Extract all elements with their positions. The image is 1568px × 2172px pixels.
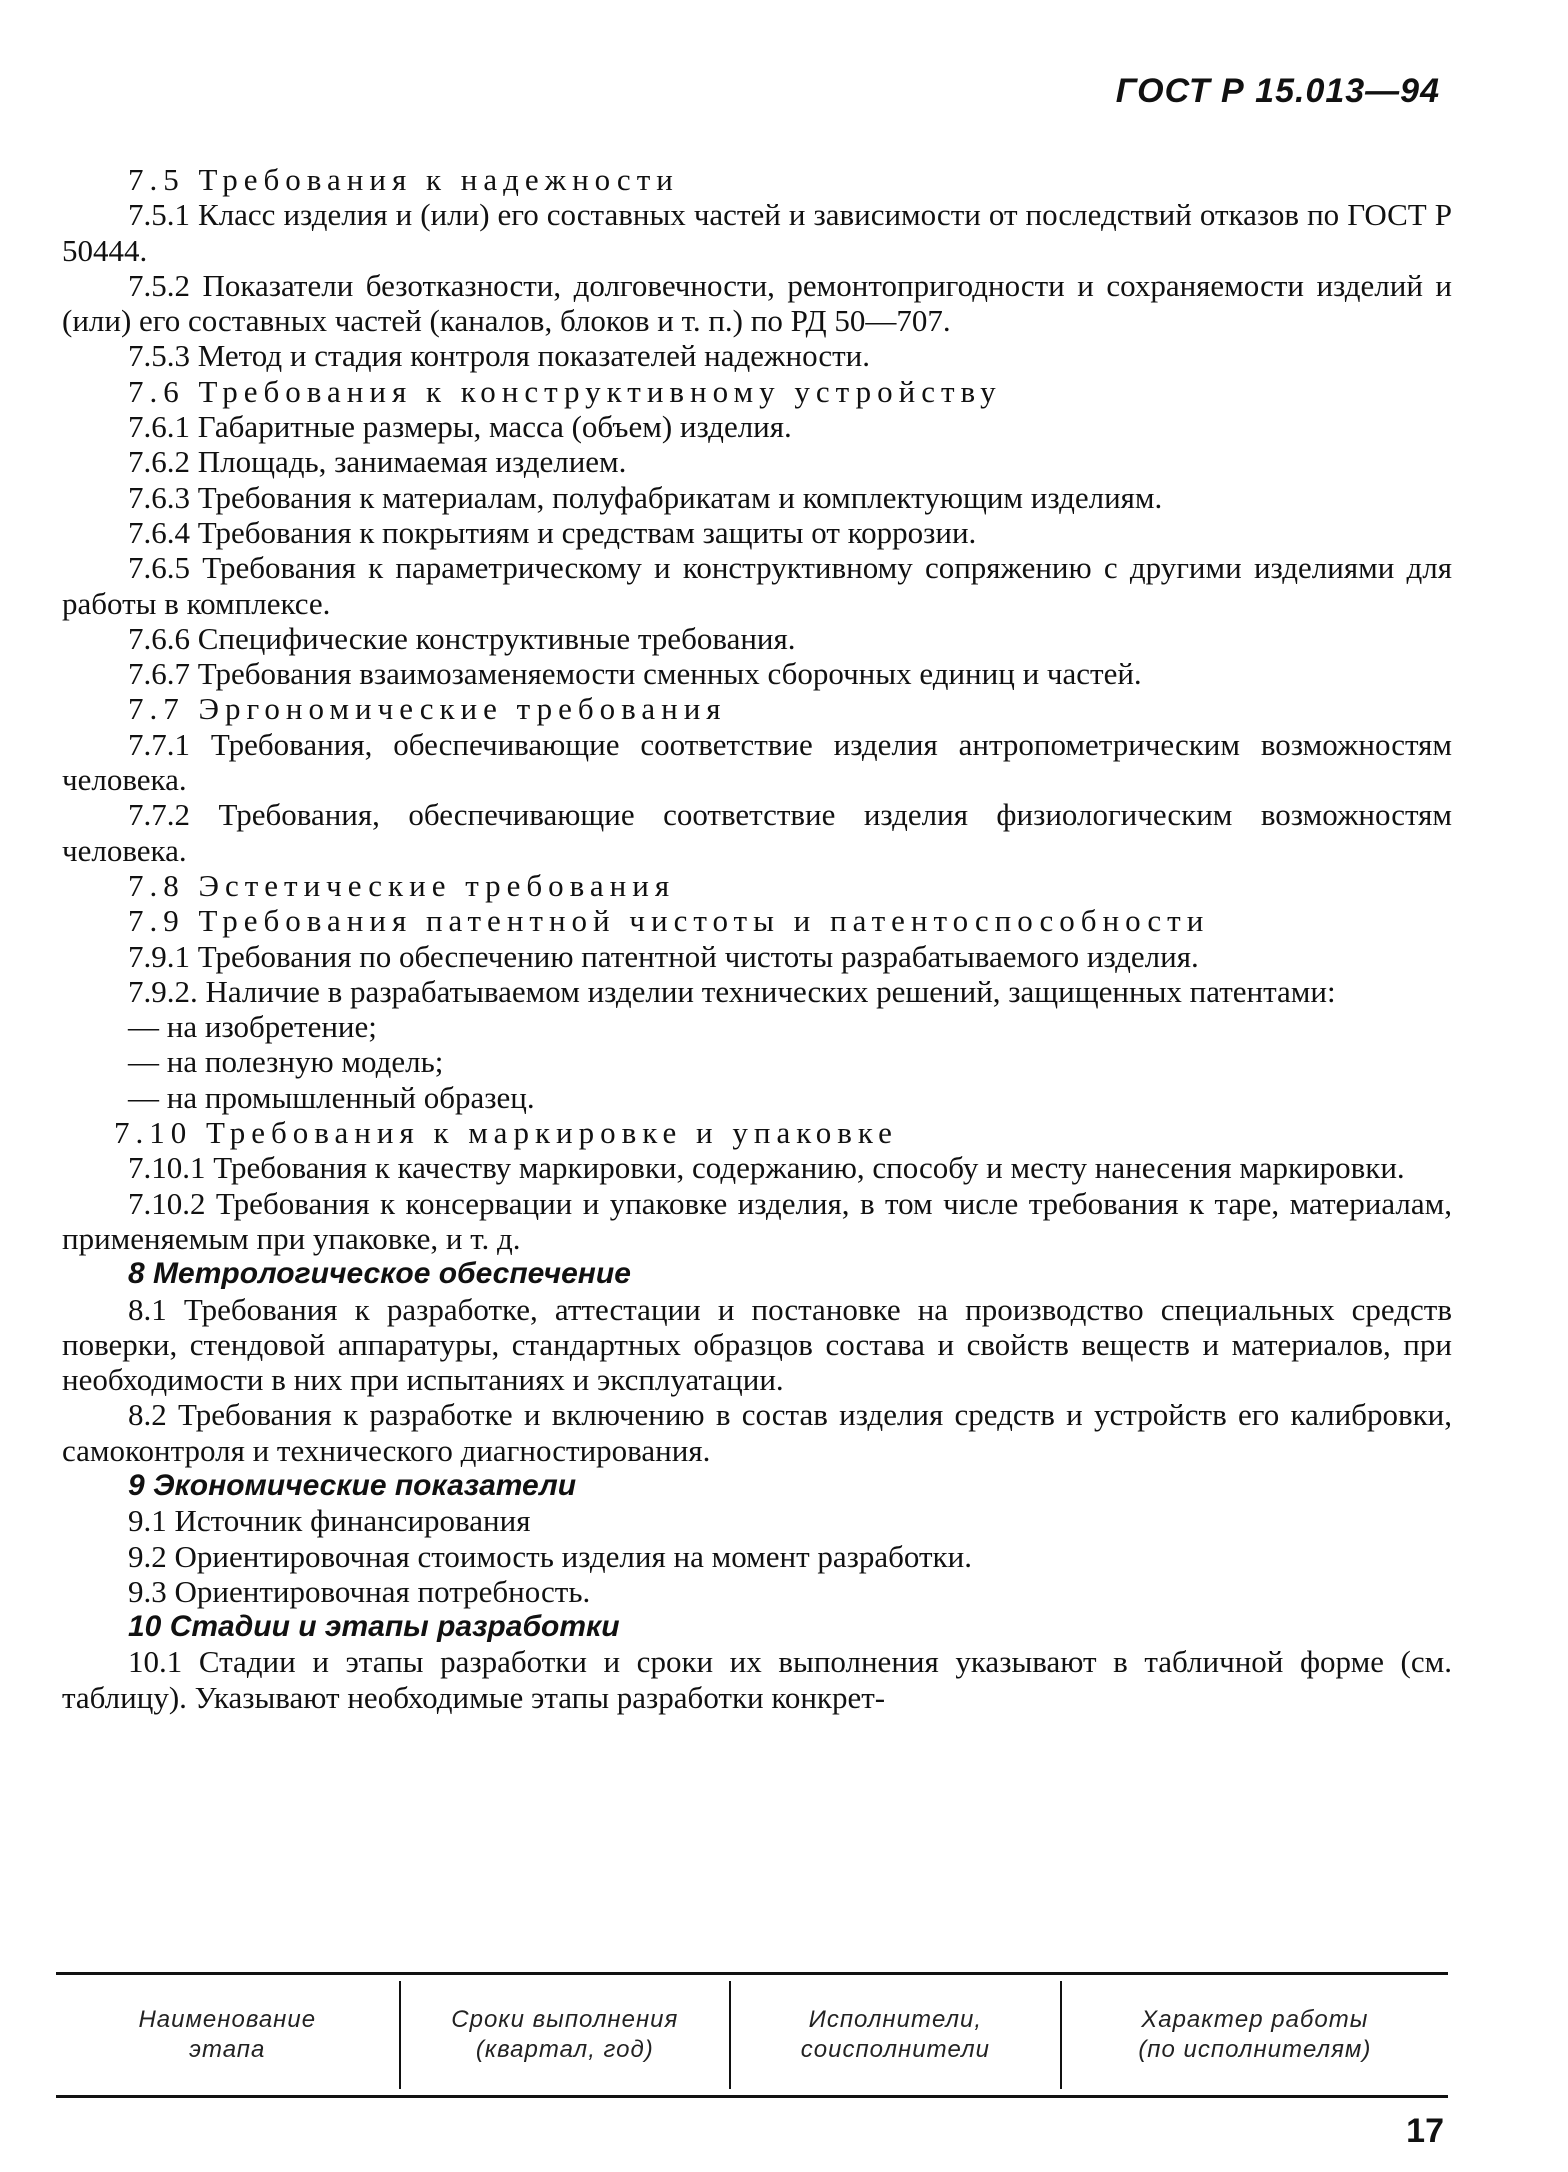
- table-header-work-type: Характер работы (по исполнителям): [1138, 2006, 1372, 2063]
- section-heading: 7.6 Требования к конструктивному устройству: [128, 373, 1002, 409]
- paragraph: 8.2 Требования к разработке и включению в состав изделия средств и устройств его калибровки, самоконтроля и технического диагностирования.: [62, 1397, 1452, 1468]
- paragraph: 7.6.6 Специфические конструктивные требования.: [128, 620, 796, 656]
- section-heading: 7.5 Требования к надежности: [128, 162, 679, 197]
- paragraph: 7.5.2 Показатели безотказности, долговечности, ремонтопригодности и сохраняемости изделий и (или) его составных частей (каналов, блоков и т. п.) по РД 50—707.: [62, 267, 1452, 339]
- paragraph: 7.6.5 Требования к параметрическому и конструктивному сопряжению с другими изделиями для работы в комплексе.: [62, 550, 1452, 621]
- list-item: — на полезную модель;: [128, 1044, 444, 1080]
- paragraph: 7.5.1 Класс изделия и (или) его составных частей и зависимости от последствий отказов по ГОСТ Р 50444.: [62, 197, 1452, 268]
- paragraph: 7.9.1 Требования по обеспечению патентной чистоты разрабатываемого изделия.: [128, 938, 1199, 974]
- paragraph: 9.1 Источник финансирования: [128, 1503, 531, 1539]
- paragraph: 8.1 Требования к разработке, аттестации и постановке на производство специальных средств поверки, стендовой аппаратуры, стандартных образцов состава и свойств веществ и материалов, при необходимости в них при испытаниях и эксплуатации.: [62, 1291, 1452, 1398]
- table-header-deadlines: Сроки выполнения (квартал, год): [401, 1981, 732, 2089]
- chapter-heading: 8 Метрологическое обеспечение: [128, 1257, 631, 1291]
- paragraph: 7.10.2 Требования к консервации и упаковке изделия, в том числе требования к таре, материалам, применяемым при упаковке, и т. д.: [62, 1185, 1452, 1256]
- page-number: 17: [1406, 2112, 1444, 2150]
- list-item: — на промышленный образец.: [128, 1079, 535, 1115]
- chapter-heading: 10 Стадии и этапы разработки: [128, 1610, 620, 1644]
- page-header: ГОСТ Р 15.013—94: [1115, 72, 1440, 110]
- paragraph: 7.6.4 Требования к покрытиям и средствам защиты от коррозии.: [128, 514, 977, 550]
- document-body: [62, 162, 1452, 1715]
- table-bottom-rule: [56, 2095, 1448, 2098]
- paragraph: 10.1 Стадии и этапы разработки и сроки их выполнения указывают в табличной форме (см. таблицу). Указывают необходимые этапы разработки конкрет-: [62, 1644, 1452, 1715]
- paragraph: 7.6.1 Габаритные размеры, масса (объем) изделия.: [128, 409, 792, 445]
- paragraph: 9.3 Ориентировочная потребность.: [128, 1573, 591, 1609]
- section-heading: 7.7 Эргономические требования: [128, 691, 727, 727]
- table-header-stage-name: Наименование этапа: [56, 1981, 401, 2089]
- paragraph: 7.6.2 Площадь, занимаемая изделием.: [128, 444, 627, 480]
- paragraph: 7.6.3 Требования к материалам, полуфабрикатам и комплектующим изделиям.: [128, 479, 1163, 515]
- section-heading: 7.9 Требования патентной чистоты и патентоспособности: [128, 903, 1210, 939]
- section-heading: 7.8 Эстетические требования: [128, 867, 676, 903]
- paragraph: 7.7.2 Требования, обеспечивающие соответствие изделия физиологическим возможностям человека.: [62, 797, 1452, 868]
- paragraph: 7.7.1 Требования, обеспечивающие соответствие изделия антропометрическим возможностям человека.: [62, 726, 1452, 798]
- stages-table-header: [56, 1975, 1448, 2095]
- table-header-executors: Исполнители, соисполнители: [731, 1981, 1062, 2089]
- paragraph: 7.9.2. Наличие в разрабатываемом изделии технических решений, защищенных патентами:: [128, 973, 1336, 1009]
- chapter-heading: 9 Экономические показатели: [128, 1468, 577, 1502]
- list-item: — на изобретение;: [128, 1009, 377, 1045]
- paragraph: 9.2 Ориентировочная стоимость изделия на момент разработки.: [128, 1538, 972, 1574]
- paragraph: 7.10.1 Требования к качеству маркировки, содержанию, способу и месту нанесения маркировки.: [128, 1150, 1405, 1186]
- paragraph: 7.6.7 Требования взаимозаменяемости сменных сборочных единиц и частей.: [128, 656, 1142, 692]
- paragraph: 7.5.3 Метод и стадия контроля показателей надежности.: [128, 338, 870, 374]
- section-heading: 7.10 Требования к маркировке и упаковке: [114, 1115, 898, 1151]
